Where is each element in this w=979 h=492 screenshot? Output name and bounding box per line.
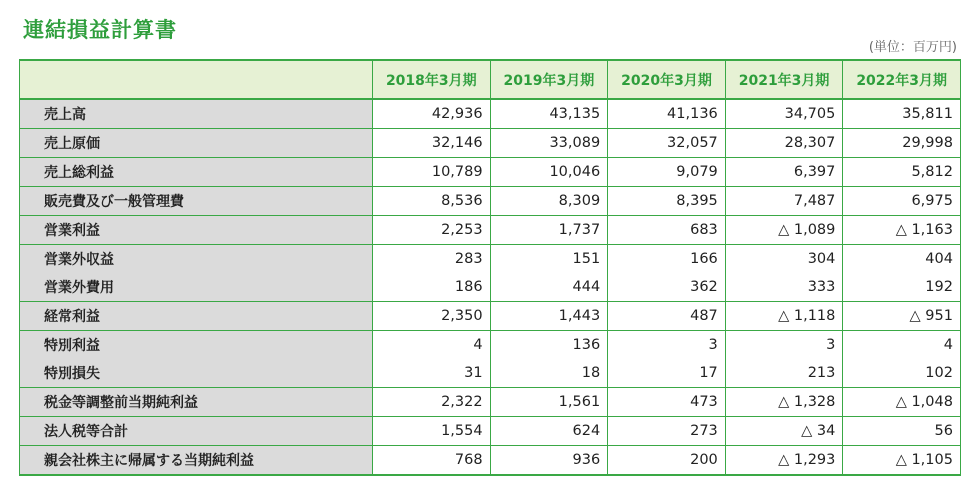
value-cell: 473: [608, 388, 726, 417]
value-cell: 151: [490, 245, 608, 274]
value-cell: 273: [608, 417, 726, 446]
row-label: 法人税等合計: [20, 417, 373, 446]
row-label: 販売費及び一般管理費: [20, 187, 373, 216]
value-cell: 31: [373, 359, 491, 388]
value-cell: 4: [843, 331, 961, 360]
table-row: [20, 359, 961, 388]
value-cell: 28,307: [725, 129, 843, 158]
row-label: 営業利益: [20, 216, 373, 245]
value-cell: 8,395: [608, 187, 726, 216]
table-row: [20, 216, 961, 245]
value-cell: △ 1,118: [725, 302, 843, 331]
value-cell: 404: [843, 245, 961, 274]
value-cell: 56: [843, 417, 961, 446]
table-row: [20, 302, 961, 331]
value-cell: 2,253: [373, 216, 491, 245]
value-cell: 1,737: [490, 216, 608, 245]
value-cell: 213: [725, 359, 843, 388]
table-row: [20, 446, 961, 476]
value-cell: 32,057: [608, 129, 726, 158]
value-cell: 42,936: [373, 99, 491, 129]
value-cell: 10,046: [490, 158, 608, 187]
value-cell: 18: [490, 359, 608, 388]
unit-label: (単位：百万円): [868, 40, 957, 55]
value-cell: 200: [608, 446, 726, 476]
table-row: [20, 99, 961, 129]
value-cell: 192: [843, 273, 961, 302]
value-cell: 6,397: [725, 158, 843, 187]
value-cell: 1,443: [490, 302, 608, 331]
value-cell: 41,136: [608, 99, 726, 129]
value-cell: 29,998: [843, 129, 961, 158]
row-label: 税金等調整前当期純利益: [20, 388, 373, 417]
value-cell: 487: [608, 302, 726, 331]
row-label: 特別利益: [20, 331, 373, 360]
value-cell: 5,812: [843, 158, 961, 187]
value-cell: 8,309: [490, 187, 608, 216]
table-row: [20, 129, 961, 158]
value-cell: △ 951: [843, 302, 961, 331]
value-cell: 35,811: [843, 99, 961, 129]
value-cell: 1,561: [490, 388, 608, 417]
value-cell: 17: [608, 359, 726, 388]
row-label: 売上高: [20, 99, 373, 129]
value-cell: △ 34: [725, 417, 843, 446]
column-header: 2020年3月期: [608, 60, 726, 99]
value-cell: △ 1,048: [843, 388, 961, 417]
row-label: 特別損失: [20, 359, 373, 388]
value-cell: 7,487: [725, 187, 843, 216]
row-label: 売上原価: [20, 129, 373, 158]
table-row: [20, 388, 961, 417]
page-title: 連結損益計算書: [23, 18, 177, 42]
value-cell: △ 1,293: [725, 446, 843, 476]
value-cell: 683: [608, 216, 726, 245]
value-cell: 4: [373, 331, 491, 360]
value-cell: 283: [373, 245, 491, 274]
row-label: 営業外費用: [20, 273, 373, 302]
value-cell: 444: [490, 273, 608, 302]
value-cell: 936: [490, 446, 608, 476]
value-cell: 3: [725, 331, 843, 360]
value-cell: 6,975: [843, 187, 961, 216]
table-row: [20, 331, 961, 360]
row-label: 親会社株主に帰属する当期純利益: [20, 446, 373, 476]
value-cell: △ 1,089: [725, 216, 843, 245]
value-cell: 102: [843, 359, 961, 388]
value-cell: 2,350: [373, 302, 491, 331]
value-cell: 34,705: [725, 99, 843, 129]
value-cell: 304: [725, 245, 843, 274]
value-cell: 2,322: [373, 388, 491, 417]
value-cell: △ 1,328: [725, 388, 843, 417]
column-header: 2021年3月期: [725, 60, 843, 99]
table-row: [20, 417, 961, 446]
column-header: 2018年3月期: [373, 60, 491, 99]
table-row: [20, 273, 961, 302]
header-row: [20, 60, 961, 99]
value-cell: 32,146: [373, 129, 491, 158]
value-cell: △ 1,163: [843, 216, 961, 245]
value-cell: 1,554: [373, 417, 491, 446]
value-cell: 9,079: [608, 158, 726, 187]
row-label: 経常利益: [20, 302, 373, 331]
value-cell: 624: [490, 417, 608, 446]
value-cell: △ 1,105: [843, 446, 961, 476]
column-header: 2022年3月期: [843, 60, 961, 99]
row-label: 営業外収益: [20, 245, 373, 274]
value-cell: 768: [373, 446, 491, 476]
value-cell: 333: [725, 273, 843, 302]
row-label: 売上総利益: [20, 158, 373, 187]
value-cell: 136: [490, 331, 608, 360]
value-cell: 362: [608, 273, 726, 302]
table-row: [20, 245, 961, 274]
income-statement-table: [19, 59, 961, 476]
value-cell: 10,789: [373, 158, 491, 187]
column-header: 2019年3月期: [490, 60, 608, 99]
value-cell: 33,089: [490, 129, 608, 158]
value-cell: 8,536: [373, 187, 491, 216]
value-cell: 186: [373, 273, 491, 302]
value-cell: 43,135: [490, 99, 608, 129]
header-corner-cell: [20, 60, 373, 99]
value-cell: 3: [608, 331, 726, 360]
table-row: [20, 187, 961, 216]
value-cell: 166: [608, 245, 726, 274]
table-row: [20, 158, 961, 187]
